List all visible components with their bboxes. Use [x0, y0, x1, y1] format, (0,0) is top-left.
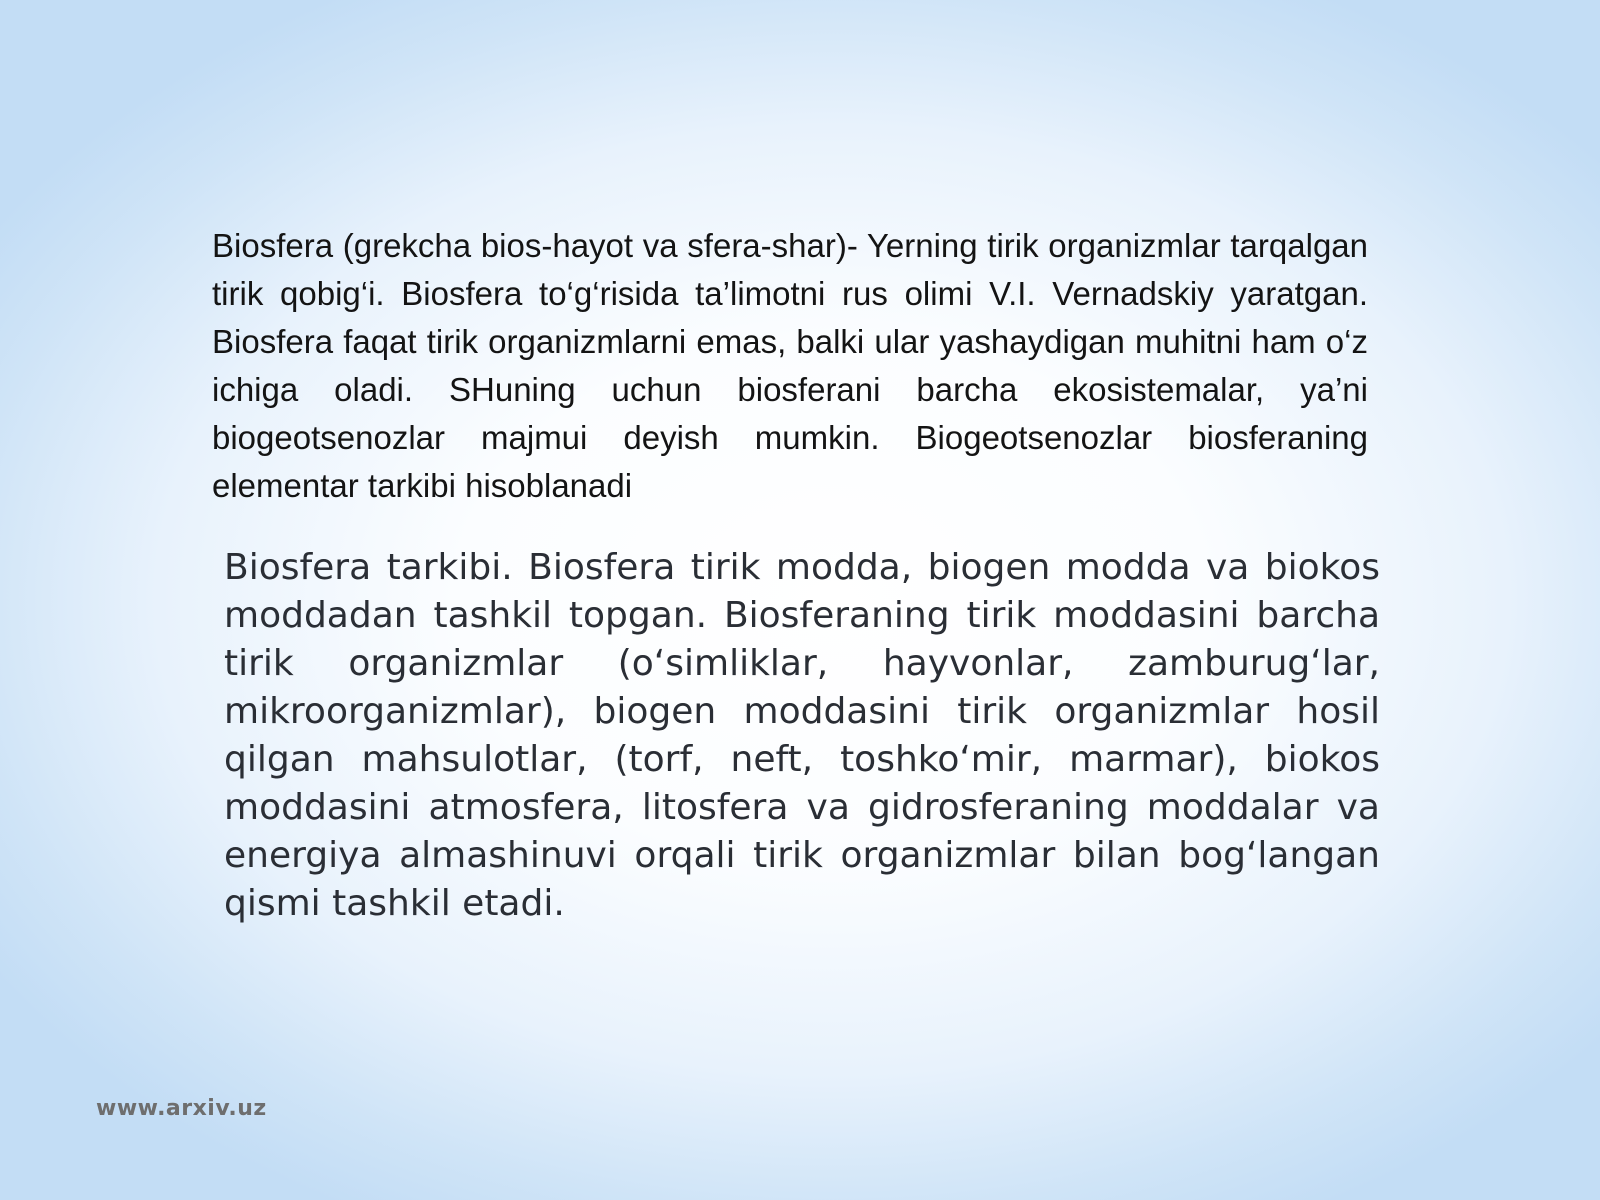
footer-website-url: www.arxiv.uz [96, 1096, 267, 1121]
paragraph-biosphere-definition: Biosfera (grekcha bios-hayot va sfera-shar)- Yerning tirik organizmlar tarqalgan tirik qobig‘i. Biosfera to‘g‘risida ta’limotni rus olimi V.I. Vernadskiy yaratgan. Biosfera faqat tirik organizmlarni emas, balki ular yashaydigan muhitni ham o‘z ichiga oladi. SHuning uchun biosferani barcha ekosistemalar, ya’ni biogeotsenozlar majmui deyish mumkin. Biogeotsenozlar biosferaning elementar tarkibi hisoblanadi [212, 227, 1368, 504]
paragraph-biosphere-composition: Biosfera tarkibi. Biosfera tirik modda, biogen modda va biokos moddadan tashkil topgan. Biosferaning tirik moddasini barcha tirik organizmlar (o‘simliklar, hayvonlar, zamburug‘lar, mikroorganizmlar), biogen moddasini tirik organizmlar hosil qilgan mahsulotlar, (torf, neft, toshko‘mir, marmar), biokos moddasini atmosfera, litosfera va gidrosferaning moddalar va energiya almashinuvi orqali tirik organizmlar bilan bog‘langan qismi tashkil etadi. [224, 547, 1380, 924]
